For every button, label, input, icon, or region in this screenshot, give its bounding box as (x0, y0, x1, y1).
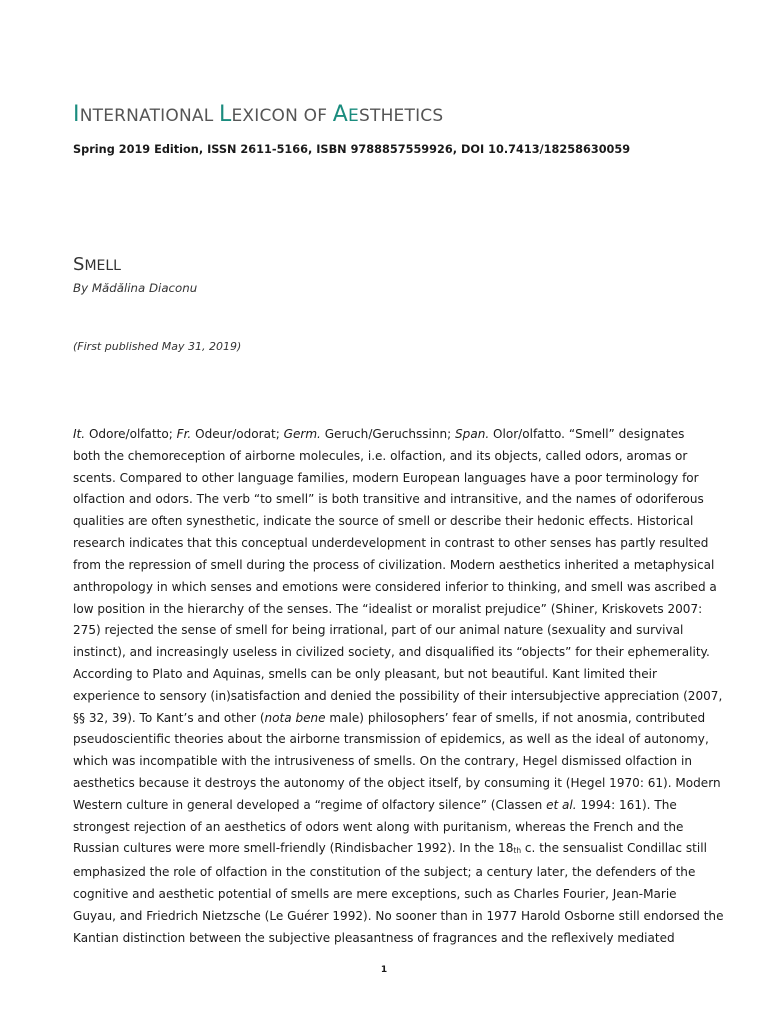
body-line: §§ 32, 39). To Kant’s and other (nota bene male) philosophers’ fear of smells, if not anosmia, contributed (73, 710, 706, 725)
publication-date: (First published May 31, 2019) (73, 340, 242, 353)
body-line: anthropology in which senses and emotions were considered inferior to thinking, and smell was ascribed a (73, 579, 717, 594)
body-line: Guyau, and Friedrich Nietzsche (Le Guérer 1992). No sooner than in 1977 Harold Osborne still endorsed the (73, 908, 724, 923)
body-line: which was incompatible with the intrusiveness of smells. On the contrary, Hegel dismissed olfaction in (73, 754, 693, 769)
edition-info: Spring 2019 Edition, ISSN 2611-5166, ISBN 9788857559926, DOI 10.7413/18258630059 (73, 143, 631, 156)
body-line: instinct), and increasingly useless in civilized society, and disqualified its “objects” for their ephemerality. (73, 645, 710, 660)
body-line: strongest rejection of an aesthetics of odors went along with puritanism, whereas the French and the (73, 819, 684, 834)
body-line: scents. Compared to other language families, modern European languages have a poor terminology for (73, 470, 699, 485)
page-number: 1 (380, 965, 388, 975)
body-line: Kantian distinction between the subjective pleasantness of fragrances and the reflexively mediated (73, 930, 675, 945)
body-line: aesthetics because it destroys the autonomy of the object itself, by consuming it (Hegel 1970: 61). Modern (73, 776, 721, 790)
body-line: cognitive and aesthetic potential of smells are mere exceptions, such as Charles Fourier, Jean-Marie (73, 887, 677, 902)
body-line: It. Odore/olfatto; Fr. Odeur/odorat; Germ. Geruch/Geruchssinn; Span. Olor/olfatto. “Smell” designates (73, 427, 685, 441)
body-line: low position in the hierarchy of the senses. The “idealist or moralist prejudice” (Shiner, Kriskovets 2007: (73, 601, 703, 616)
body-line: emphasized the role of olfaction in the constitution of the subject; a century later, the defenders of the (73, 865, 696, 880)
body-line: Russian cultures were more smell-friendly (Rindisbacher 1992). In the 18th c. the sensualist Condillac still (73, 841, 707, 856)
body-line: both the chemoreception of airborne molecules, i.e. olfaction, and its objects, called odors, aromas or (73, 448, 688, 463)
body-line: experience to sensory (in)satisfaction and denied the possibility of their intersubjective appreciation (2007, (73, 688, 723, 703)
body-line: Western culture in general developed a “regime of olfactory silence” (Classen et al. 1994: 161). The (73, 797, 677, 812)
body-line: olfaction and odors. The verb “to smell” is both transitive and intransitive, and the names of odoriferous (73, 492, 704, 507)
body-line: pseudoscientific theories about the airborne transmission of epidemics, as well as the ideal of autonomy, (73, 732, 709, 747)
body-line: According to Plato and Aquinas, smells can be only pleasant, but not beautiful. Kant limited their (73, 666, 657, 681)
body-line: research indicates that this conceptual underdevelopment in contrast to other senses has partly resulted (73, 536, 709, 551)
body-line: 275) rejected the sense of smell for being irrational, part of our animal nature (sexuality and survival (73, 623, 684, 638)
author-byline: By Mădălina Diaconu (73, 281, 198, 295)
article-title: SMELL (73, 254, 121, 275)
body-line: qualities are often synesthetic, indicate the source of smell or describe their hedonic effects. Historical (73, 514, 694, 529)
body-line: from the repression of smell during the process of civilization. Modern aesthetics inherited a metaphysical (73, 557, 715, 572)
article-body (73, 424, 724, 950)
journal-title: INTERNATIONAL LEXICON OF AESTHETICS (73, 102, 444, 127)
